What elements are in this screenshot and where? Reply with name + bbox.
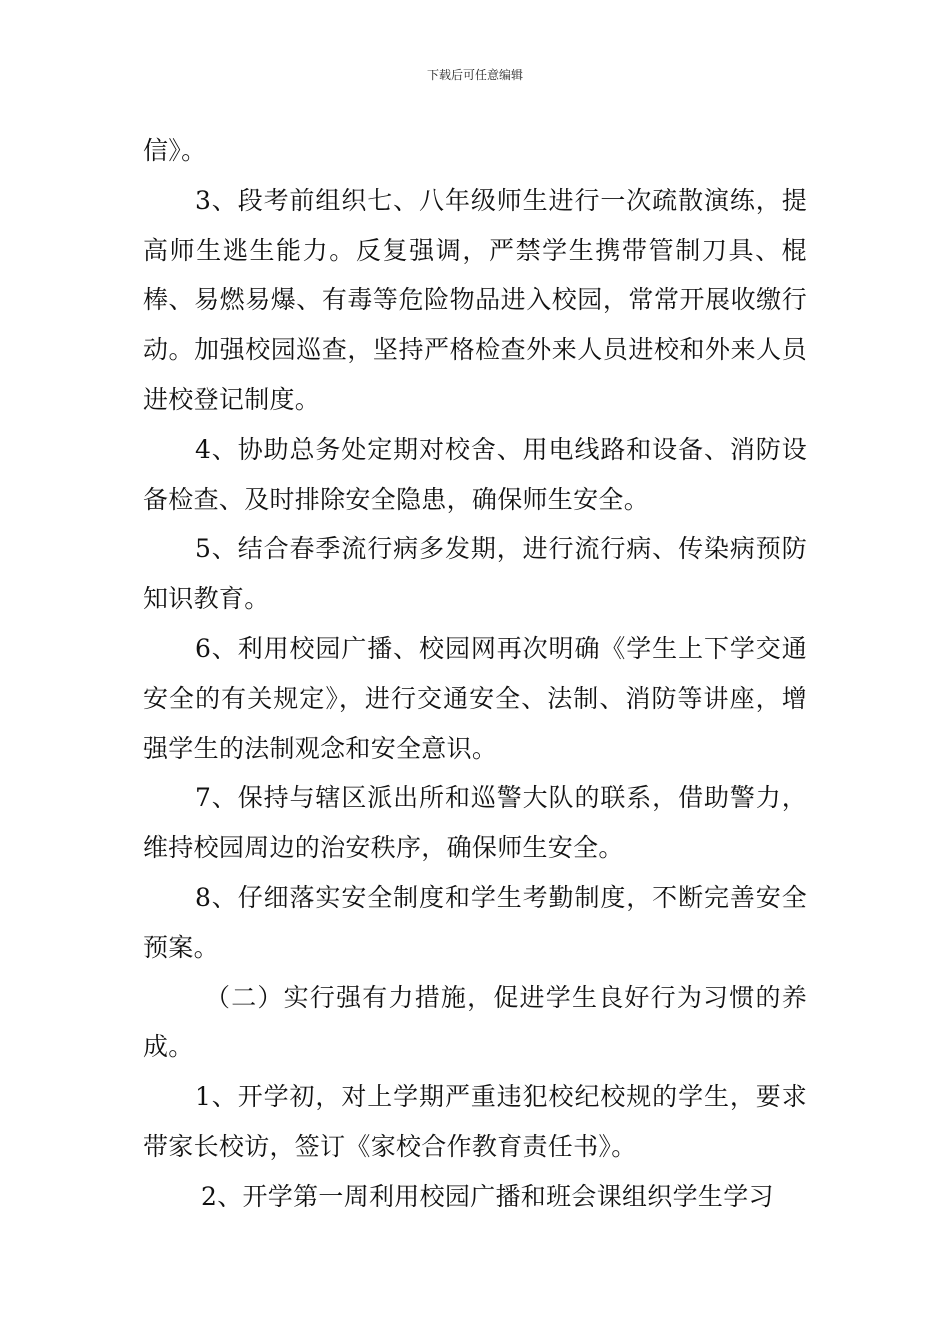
paragraph-item-3: 3、段考前组织七、八年级师生进行一次疏散演练，提高师生逃生能力。反复强调，严禁学生携带管制刀具、棍棒、易燃易爆、有毒等危险物品进入校园，常常开展收缴行动。加强校园巡查，坚持严格检查外来人员进校和外来人员进校登记制度。 [143,185,807,414]
paragraph-item-2: 2、开学第一周利用校园广播和班会课组织学生学习 [201,1181,774,1211]
paragraph-continuation: 信》。 [143,136,207,165]
paragraph-item-7: 7、保持与辖区派出所和巡警大队的联系，借助警力，维持校园周边的治安秩序，确保师生安全。 [143,783,807,863]
paragraph-item-1: 1、开学初，对上学期严重违犯校纪校规的学生，要求带家长校访，签订《家校合作教育责任书》。 [143,1082,807,1161]
page-header: 下载后可任意编辑 [426,68,523,82]
paragraph-item-8: 8、仔细落实安全制度和学生考勤制度，不断完善安全预案。 [143,882,807,962]
section-heading-2: （二）实行强有力措施，促进学生良好行为习惯的养成。 [143,982,807,1062]
paragraph-item-5: 5、结合春季流行病多发期，进行流行病、传染病预防知识教育。 [143,534,807,614]
paragraph-item-6: 6、利用校园广播、校园网再次明确《学生上下学交通安全的有关规定》，进行交通安全、法制、消防等讲座，增强学生的法制观念和安全意识。 [143,633,807,763]
document-body [143,126,807,1222]
paragraph-item-4: 4、协助总务处定期对校舍、用电线路和设备、消防设备检查、及时排除安全隐患，确保师生安全。 [143,434,807,514]
